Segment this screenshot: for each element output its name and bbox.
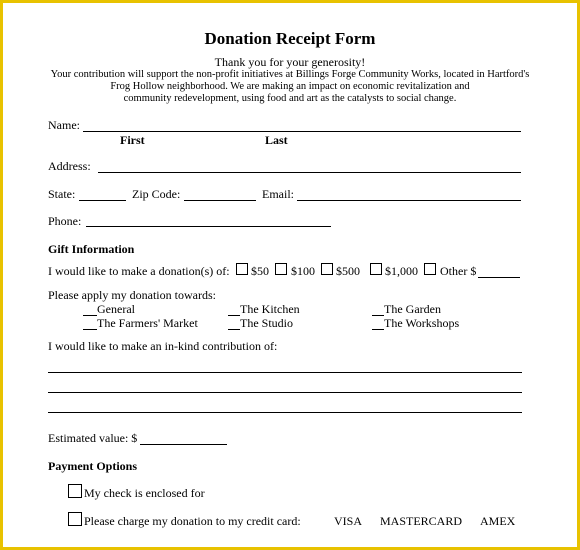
workshops-blank[interactable]: [372, 329, 384, 330]
intro-line-1: Your contribution will support the non-profit initiatives at Billings Forge Community Works, located in Hartford's: [50, 69, 530, 80]
last-name-caption: Last: [265, 133, 288, 147]
garden-blank[interactable]: [372, 315, 384, 316]
designation-farmers-market: The Farmers' Market: [97, 316, 198, 330]
phone-label: Phone:: [48, 214, 82, 228]
address-label: Address:: [48, 159, 91, 173]
gift-information-heading: Gift Information: [48, 242, 135, 256]
designation-kitchen: The Kitchen: [240, 302, 300, 316]
inkind-line-3[interactable]: [48, 412, 522, 413]
state-input-line[interactable]: [79, 200, 126, 201]
email-input-line[interactable]: [297, 200, 521, 201]
card-visa[interactable]: VISA: [334, 514, 363, 528]
apply-donation-prompt: Please apply my donation towards:: [48, 288, 216, 302]
amount-50-label: $50: [251, 264, 269, 278]
amount-1000-label: $1,000: [385, 264, 418, 278]
inkind-line-2[interactable]: [48, 392, 522, 393]
form-page: [3, 3, 577, 547]
thank-you-line: Thank you for your generosity!: [214, 55, 366, 69]
check-enclosed-label: My check is enclosed for: [84, 486, 205, 500]
donation-prompt: I would like to make a donation(s) of:: [48, 264, 230, 278]
form-title: Donation Receipt Form: [204, 29, 376, 48]
check-enclosed-checkbox[interactable]: [68, 484, 82, 498]
estimated-value-label: Estimated value: $: [48, 431, 138, 445]
amount-other-checkbox[interactable]: [424, 263, 436, 275]
amount-100-checkbox[interactable]: [275, 263, 287, 275]
inkind-prompt: I would like to make an in-kind contribution of:: [48, 339, 278, 353]
amount-500-label: $500: [336, 264, 360, 278]
general-blank[interactable]: [83, 315, 97, 316]
credit-card-checkbox[interactable]: [68, 512, 82, 526]
intro-line-2: Frog Hollow neighborhood. We are making an impact on economic revitalization and: [110, 81, 470, 92]
designation-garden: The Garden: [384, 302, 441, 316]
designation-general: General: [97, 302, 135, 316]
email-label: Email:: [262, 187, 294, 201]
address-input-line[interactable]: [98, 172, 521, 173]
name-label: Name:: [48, 118, 80, 132]
other-amount-input-line[interactable]: [478, 277, 520, 278]
amount-500-checkbox[interactable]: [321, 263, 333, 275]
studio-blank[interactable]: [228, 329, 240, 330]
payment-options-heading: Payment Options: [48, 459, 138, 473]
phone-input-line[interactable]: [86, 226, 331, 227]
first-name-caption: First: [120, 133, 145, 147]
kitchen-blank[interactable]: [228, 315, 240, 316]
estimated-value-input-line[interactable]: [140, 444, 227, 445]
zip-label: Zip Code:: [132, 187, 181, 201]
card-amex[interactable]: AMEX: [480, 514, 516, 528]
inkind-line-1[interactable]: [48, 372, 522, 373]
name-input-line[interactable]: [83, 131, 521, 132]
amount-1000-checkbox[interactable]: [370, 263, 382, 275]
amount-50-checkbox[interactable]: [236, 263, 248, 275]
state-label: State:: [48, 187, 76, 201]
credit-card-label: Please charge my donation to my credit card:: [84, 514, 301, 528]
amount-100-label: $100: [291, 264, 315, 278]
other-amount-label: Other $: [440, 264, 477, 278]
designation-studio: The Studio: [240, 316, 293, 330]
zip-input-line[interactable]: [184, 200, 256, 201]
intro-line-3: community redevelopment, using food and art as the catalysts to social change.: [123, 93, 457, 104]
card-mastercard[interactable]: MASTERCARD: [380, 514, 463, 528]
farmers-market-blank[interactable]: [83, 329, 97, 330]
designation-workshops: The Workshops: [384, 316, 460, 330]
